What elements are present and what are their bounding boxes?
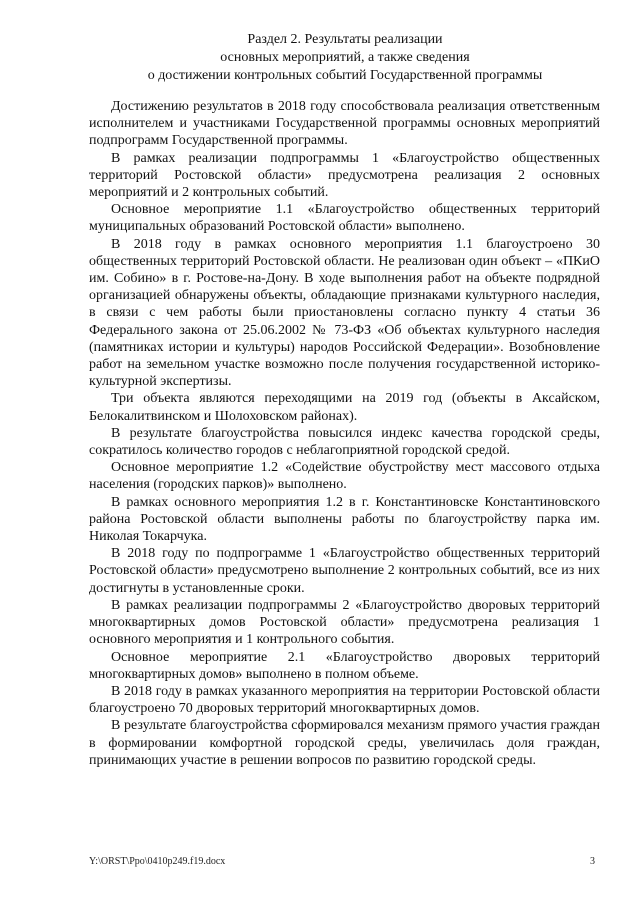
- footer-file-path: Y:\ORST\Ppo\0410p249.f19.docx: [89, 856, 226, 867]
- section-heading-line: Раздел 2. Результаты реализации: [247, 32, 443, 47]
- paragraph: Три объекта являются переходящими на 2019 год (объекты в Аксайском, Белокалитвинском и Шолоховском районах).: [89, 391, 600, 424]
- section-heading: [90, 31, 600, 85]
- paragraph: В рамках реализации подпрограммы 2 «Благоустройство дворовых территорий многоквартирных домов Ростовской области» предусмотрена реализация 1 основного мероприятия и 1 контрольного события.: [89, 597, 600, 648]
- paragraph: Основное мероприятие 1.2 «Содействие обустройству мест массового отдыха населения (городских парков)» выполнено.: [89, 460, 600, 493]
- page-number: 3: [590, 856, 595, 867]
- body-text: [89, 98, 600, 769]
- paragraph: В рамках реализации подпрограммы 1 «Благоустройство общественных территорий Ростовской области» предусмотрена реализация 2 основных мероприятий и 2 контрольных событий.: [89, 150, 600, 201]
- paragraph: В 2018 году в рамках указанного мероприятия на территории Ростовской области благоустроено 70 дворовых территорий многоквартирных домов.: [89, 683, 600, 717]
- paragraph: В результате благоустройства сформировался механизм прямого участия граждан в формировании комфортной городской среды, увеличилась доля граждан, принимающих участие в решении вопросов по развитию городской среды.: [89, 718, 600, 768]
- paragraph: Основное мероприятие 1.1 «Благоустройство общественных территорий муниципальных образований Ростовской области» выполнено.: [89, 202, 600, 235]
- paragraph: В рамках основного мероприятия 1.2 в г. Константиновске Константиновского района Ростовской области выполнены работы по благоустройству парка им. Николая Токарчука.: [89, 494, 600, 545]
- section-heading-line: основных мероприятий, а также сведения: [220, 50, 470, 65]
- paragraph: Основное мероприятие 2.1 «Благоустройство дворовых территорий многоквартирных домов» выполнено в полном объеме.: [89, 649, 600, 682]
- paragraph: Достижению результатов в 2018 году способствовала реализация ответственным исполнителем и участниками Государственной программы основных мероприятий подпрограмм Государственной программы.: [89, 99, 600, 149]
- paragraph: В результате благоустройства повысился индекс качества городской среды, сократилось количество городов с неблагоприятной городской средой.: [89, 425, 600, 459]
- section-heading-line: о достижении контрольных событий Государственной программы: [147, 68, 543, 83]
- paragraph: В 2018 году по подпрограмме 1 «Благоустройство общественных территорий Ростовской области» предусмотрено выполнение 2 контрольных событий, все из них достигнуты в установленные сроки.: [89, 546, 600, 596]
- paragraph: В 2018 году в рамках основного мероприятия 1.1 благоустроено 30 общественных территорий Ростовской области. Не реализован один объект – «ПКиО им. Собино» в г. Ростове-на-Дону. В ходе выполнения работ на объекте подрядной организацией обнаружены объекты, обладающие признаками культурного наследия, в связи с чем работы были приостановлены согласно пункту 4 статьи 36 Федерального закона от 25.06.2002 № 73-ФЗ «Об объектах культурного наследия (памятниках истории и культуры) народов Российской Федерации». Возобновление работ на земельном участке возможно после получения государственной историко-культурной экспертизы.: [89, 236, 600, 390]
